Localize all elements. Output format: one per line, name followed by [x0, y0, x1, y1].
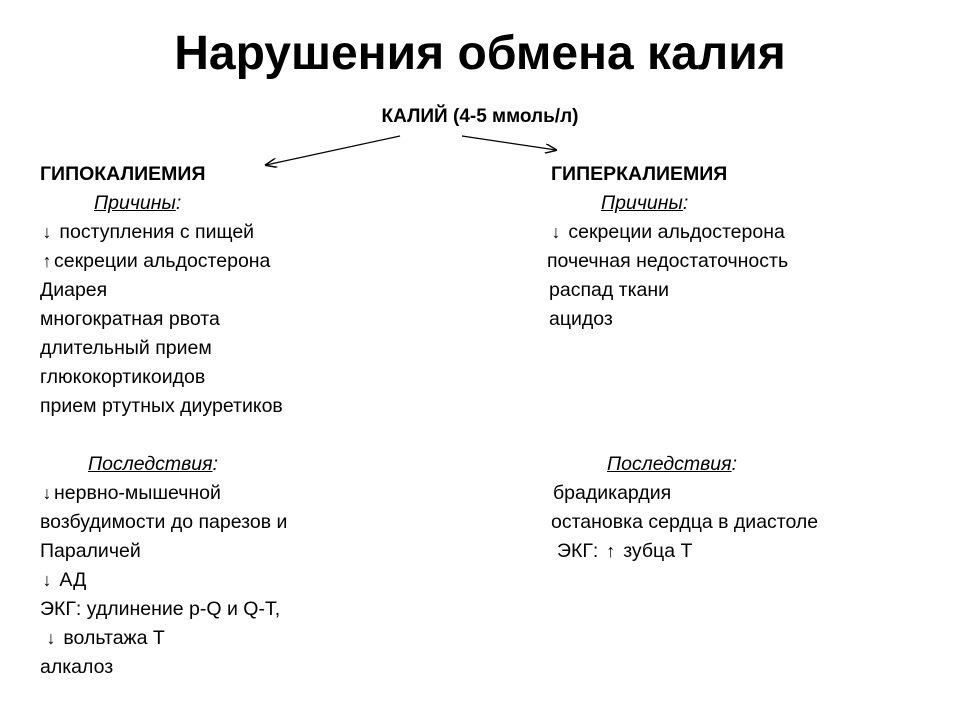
hypokalemia-column	[40, 160, 287, 682]
down-arrow-icon: ↓	[46, 628, 56, 648]
down-arrow-icon: ↓	[551, 222, 561, 242]
hypo-heading: ГИПОКАЛИЕМИЯ	[40, 163, 206, 185]
hyperkalemia-column	[545, 160, 818, 566]
hyper-effects-label-text: Последствия	[607, 453, 732, 475]
hypo-effect-item: Параличей	[40, 540, 141, 562]
hypo-effect-item: ↓ нервно-мышечной	[40, 479, 287, 508]
hypo-cause-item: ↑ секреции альдостерона	[40, 247, 287, 276]
hypo-cause-item: ↓ поступления с пищей	[40, 218, 287, 247]
hypo-cause-item: глюкокортикоидов	[40, 366, 206, 388]
hyper-effects-label: Последствия:	[607, 453, 737, 475]
up-arrow-icon: ↑	[606, 541, 616, 561]
hypo-cause-item: многократная рвота	[40, 308, 220, 330]
hypo-effects-label: Последствия:	[88, 453, 218, 475]
hyper-effect-item: ЭКГ: ↑ зубца Т	[545, 537, 818, 566]
hypo-cause-item: длительный прием	[40, 337, 212, 359]
hyper-heading: ГИПЕРКАЛИЕМИЯ	[551, 163, 728, 185]
hypo-effect-item: возбудимости до парезов и	[40, 511, 288, 533]
hyper-cause-item: ацидоз	[549, 308, 613, 330]
hypo-effect-item: ЭКГ: удлинение p-Q и Q-T,	[40, 598, 281, 620]
hypo-causes-label: Причины:	[94, 192, 182, 214]
hyper-effect-item: брадикардия	[553, 482, 672, 504]
hyper-cause-item: почечная недостаточность	[547, 250, 789, 272]
hyper-effect-item: остановка сердца в диастоле	[551, 511, 819, 533]
hyper-cause-item: ↓ секреции альдостерона	[545, 218, 818, 247]
down-arrow-icon: ↓	[42, 483, 52, 503]
hypo-effect-item: алкалоз	[40, 656, 114, 678]
arrow-to-hyper	[462, 136, 556, 150]
hypo-cause-item: прием ртутных диуретиков	[40, 395, 283, 417]
hyper-cause-item: распад ткани	[549, 279, 670, 301]
hyper-causes-label: Причины:	[601, 192, 689, 214]
hyper-causes-label-text: Причины	[601, 192, 683, 214]
potassium-norm: КАЛИЙ (4-5 ммоль/л)	[381, 106, 579, 127]
down-arrow-icon: ↓	[42, 222, 52, 242]
hypo-causes-label-text: Причины	[94, 192, 176, 214]
slide-title: Нарушения обмена калия	[174, 27, 786, 80]
hypo-effect-item: ↓ вольтажа Т	[40, 624, 287, 653]
hypo-cause-item: Диарея	[40, 279, 108, 301]
hypo-effect-item: ↓ АД	[40, 566, 287, 595]
down-arrow-icon: ↓	[42, 570, 52, 590]
up-arrow-icon: ↑	[42, 251, 52, 271]
hypo-effects-label-text: Последствия	[88, 453, 213, 475]
